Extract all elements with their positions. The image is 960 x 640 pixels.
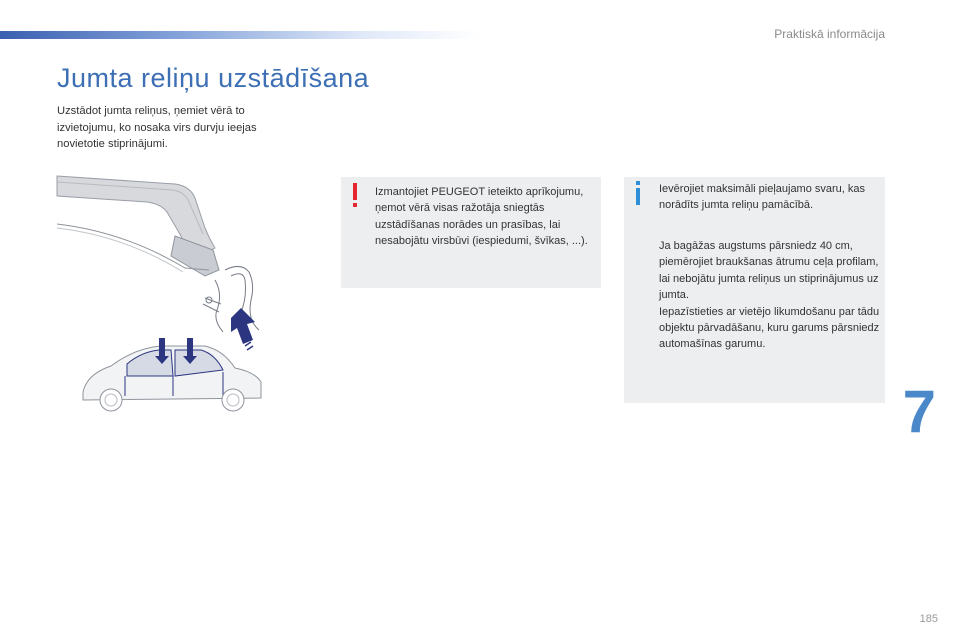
warning-box: [341, 177, 601, 288]
info-icon: [633, 181, 643, 207]
exclamation-icon: [350, 183, 360, 209]
intro-paragraph: Uzstādot jumta reliņus, ņemiet vērā to izvietojumu, ko nosaka virs durvju ieejas novietotie stiprinājumi.: [57, 105, 257, 150]
info-box: [624, 177, 885, 403]
header-accent-bar: [0, 31, 480, 39]
page-title: Jumta reliņu uzstādīšana: [57, 63, 370, 93]
warning-text: Izmantojiet PEUGEOT ieteikto aprīkojumu, ņemot vērā visas ražotāja sniegtās uzstādīšanas norādes un prasības, lai nesabojātu virsbūvi (iespiedumi, švīkas, ...).: [375, 186, 588, 248]
info-paragraph-1: Ievērojiet maksimāli pieļaujamo svaru, kas norādīts jumta reliņu pamācībā.: [659, 183, 866, 212]
chapter-number: 7: [902, 378, 936, 445]
section-label: Praktiskā informācija: [774, 27, 885, 41]
car-side-view: [83, 346, 261, 411]
page-number: 185: [919, 613, 938, 625]
roof-rail-illustration: [55, 170, 295, 420]
mount-arrow-icon: [231, 308, 255, 344]
info-paragraph-2: Ja bagāžas augstums pārsniedz 40 cm, piemērojiet braukšanas ātrumu ceļa profilam, lai nebojātu jumta reliņus un stiprinājumus uz jumta. Iepazīstieties ar vietējo likumdošanu par tādu objektu pārvadāšanu, kuru garums pārsniedz automašīnas garumu.: [659, 240, 880, 351]
